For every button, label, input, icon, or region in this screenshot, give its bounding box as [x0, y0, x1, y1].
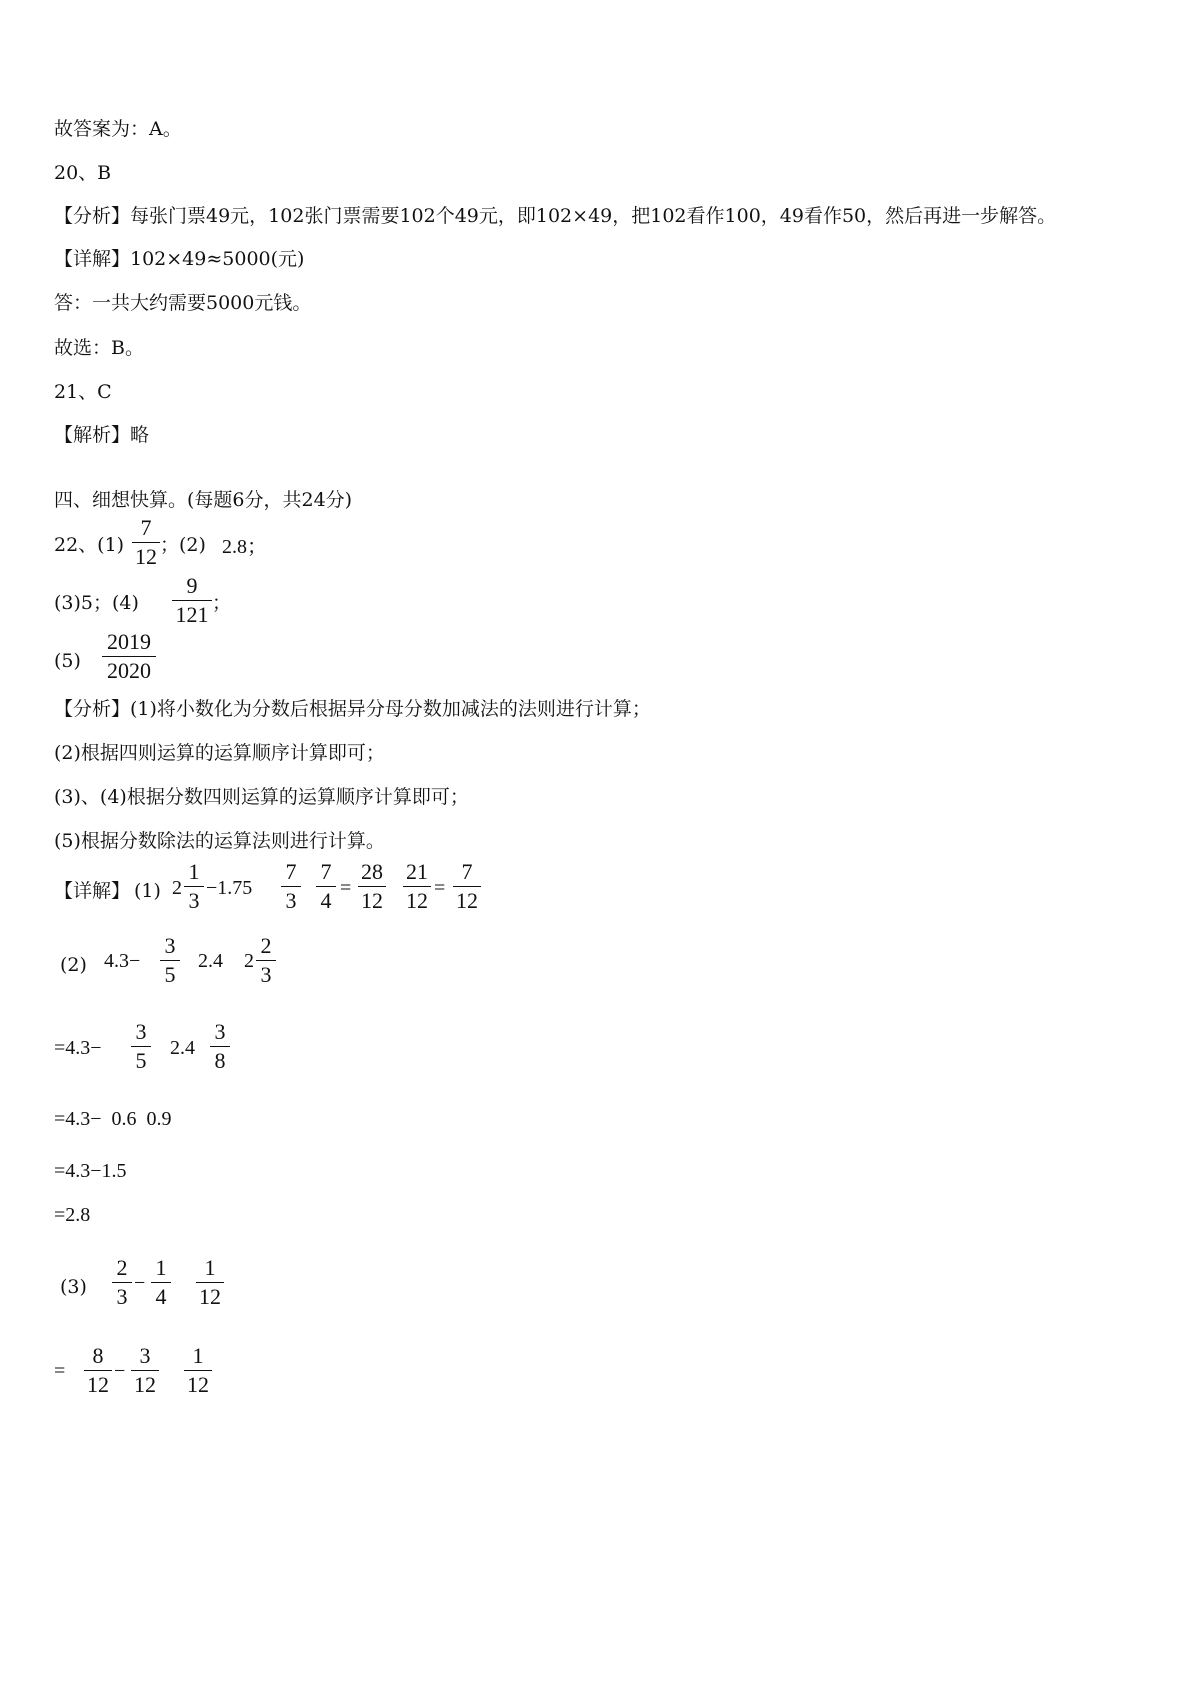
step-2-frac-2: 2 3 [256, 932, 276, 989]
question-20-analysis: 【分析】每张门票49元，102张门票需要102个49元，即102×49，把102看作100，49看作50，然后再进一步解答。 [54, 205, 1057, 227]
step-4-line: =4.3− 0.6 0.9 [54, 1108, 172, 1130]
question-20-response: 答：一共大约需要5000元钱。 [54, 292, 312, 314]
step-2-term-a: 4.3− [104, 950, 141, 972]
q22-fraction-4: 9 121 [172, 572, 212, 629]
analysis-line-4: (5)根据分数除法的运算法则进行计算。 [54, 830, 385, 852]
question-21-answer: 21、C [54, 381, 112, 403]
step-1-frac-5: 21 12 [403, 858, 431, 915]
step-3-term-a: =4.3− [54, 1037, 102, 1059]
q22-value-2: 2.8； [222, 536, 267, 558]
step-5-line: =4.3−1.5 [54, 1160, 127, 1182]
step-8-minus: − [114, 1360, 126, 1382]
step-6-line: =2.8 [54, 1204, 91, 1226]
step-3-frac-1: 3 5 [131, 1018, 151, 1075]
step-1-equals-1: = [340, 877, 352, 899]
question-20-choice: 故选：B。 [54, 337, 144, 359]
answer-line-a: 故答案为：A。 [54, 118, 182, 140]
step-1-frac-4: 28 12 [358, 858, 386, 915]
q22-fraction-1: 7 12 [132, 514, 160, 571]
step-3-frac-2: 3 8 [210, 1018, 230, 1075]
step-7-frac-3: 1 12 [196, 1254, 224, 1311]
analysis-line-2: (2)根据四则运算的运算顺序计算即可； [54, 742, 385, 764]
step-8-frac-1: 8 12 [84, 1342, 112, 1399]
q22-part-3-4: (3)5；(4) [54, 592, 139, 614]
analysis-text-1: (1)将小数化为分数后根据异分母分数加减法的法则进行计算； [130, 698, 651, 720]
section-4-heading: 四、细想快算。(每题6分，共24分) [54, 489, 353, 511]
step-7-frac-1: 2 3 [112, 1254, 132, 1311]
detail-tag: 【详解】 [54, 880, 131, 902]
step-1-term: −1.75 [206, 877, 253, 899]
q22-fraction-5: 2019 2020 [102, 628, 156, 685]
step-8-frac-3: 1 12 [184, 1342, 212, 1399]
question-20-answer: 20、B [54, 162, 112, 184]
step-1-whole: 2 [172, 877, 182, 899]
step-3-term-b: 2.4 [170, 1037, 195, 1059]
question-21-explanation: 【解析】略 [54, 424, 150, 446]
step-8-frac-2: 3 12 [131, 1342, 159, 1399]
step-7-frac-2: 1 4 [151, 1254, 171, 1311]
analysis-line-1 [54, 698, 651, 720]
step-2-term-b: 2.4 [198, 950, 223, 972]
step-7-label: (3) [60, 1276, 87, 1298]
step-1-frac-3: 7 4 [316, 858, 336, 915]
step-1-frac-1: 1 3 [184, 858, 204, 915]
q22-semicolon: ； [212, 592, 232, 614]
step-2-frac-1: 3 5 [160, 932, 180, 989]
step-1-frac-6: 7 12 [453, 858, 481, 915]
step-1-equals-2: = [434, 877, 446, 899]
step-2-whole: 2 [244, 950, 254, 972]
q22-mid: ；(2) [160, 534, 206, 556]
step-1-frac-2: 7 3 [281, 858, 301, 915]
step-1-label: (1) [134, 880, 161, 902]
q22-prefix: 22、(1) [54, 534, 125, 556]
step-2-label: (2) [60, 954, 87, 976]
q22-part-5: (5) [54, 650, 81, 672]
question-20-detail: 【详解】102×49≈5000(元) [54, 248, 305, 270]
step-8-equals: = [54, 1360, 66, 1382]
analysis-line-3: (3)、(4)根据分数四则运算的运算顺序计算即可； [54, 786, 469, 808]
step-7-minus: − [134, 1272, 146, 1294]
analysis-tag: 【分析】 [54, 698, 131, 720]
